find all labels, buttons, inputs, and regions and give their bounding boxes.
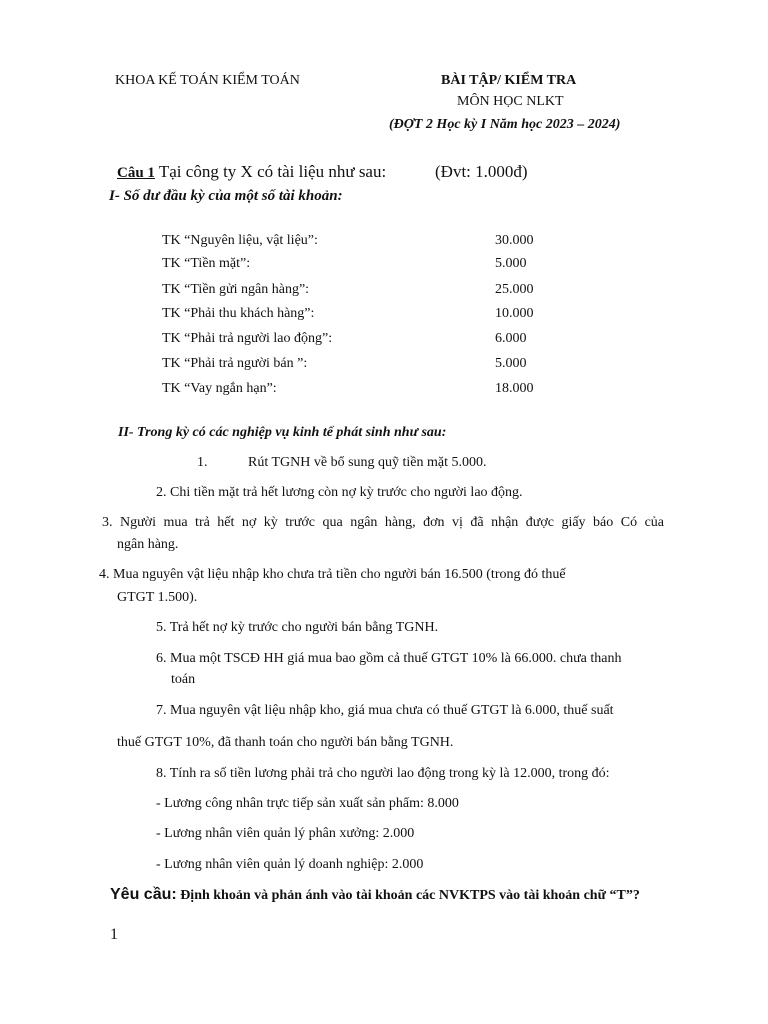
- transaction-text: thuế GTGT 10%, đã thanh toán cho người bán bằng TGNH.: [117, 735, 454, 750]
- account-balance: 18.000: [495, 381, 534, 395]
- transaction-text: ngân hàng.: [117, 537, 179, 552]
- faculty-name: KHOA KẾ TOÁN KIỂM TOÁN: [115, 73, 300, 88]
- transaction-text: 2. Chi tiền mặt trả hết lương còn nợ kỳ trước cho người lao động.: [156, 485, 523, 500]
- account-balance: 5.000: [495, 256, 527, 271]
- transaction-text: GTGT 1.500).: [117, 590, 198, 605]
- transaction-text: 8. Tính ra số tiền lương phải trả cho người lao động trong kỳ là 12.000, trong đó:: [156, 766, 610, 781]
- subject-name: MÔN HỌC NLKT: [457, 94, 564, 109]
- account-name: TK “Tiền mặt”:: [162, 256, 251, 271]
- account-name: TK “Nguyên liệu, vật liệu”:: [162, 233, 318, 248]
- account-balance: 6.000: [495, 331, 527, 346]
- question-label: Câu 1: [117, 165, 155, 181]
- account-name: TK “Tiền gửi ngân hàng”:: [162, 282, 310, 297]
- account-balance: 25.000: [495, 282, 534, 297]
- requirement-text: Định khoản và phản ánh vào tài khoản các NVKTPS vào tài khoản chữ “T”?: [176, 888, 640, 903]
- transaction-number: 1.: [197, 455, 208, 470]
- account-balance: 10.000: [495, 306, 534, 321]
- document-type: BÀI TẬP/ KIỂM TRA: [441, 73, 577, 88]
- question-heading: [117, 162, 386, 182]
- exam-period: (ĐỢT 2 Học kỳ I Năm học 2023 – 2024): [389, 117, 621, 132]
- unit-label: (Đvt: 1.000đ): [435, 162, 528, 181]
- transaction-text: 7. Mua nguyên vật liệu nhập kho, giá mua chưa có thuế GTGT là 6.000, thuế suất: [156, 703, 614, 718]
- account-name: TK “Vay ngắn hạn”:: [162, 381, 277, 395]
- transaction-text: 3. Người mua trả hết nợ kỳ trước qua ngân hàng, đơn vị đã nhận được giấy báo Có của: [102, 515, 664, 530]
- page-number: 1: [110, 926, 118, 943]
- salary-detail: - Lương nhân viên quản lý doanh nghiệp: 2.000: [156, 857, 424, 872]
- account-name: TK “Phải trả người bán ”:: [162, 356, 308, 371]
- account-balance: 5.000: [495, 356, 527, 371]
- requirement-label: Yêu cầu:: [110, 886, 177, 903]
- requirement: [110, 886, 640, 904]
- transaction-text: 6. Mua một TSCĐ HH giá mua bao gồm cả thuế GTGT 10% là 66.000. chưa thanh: [156, 651, 622, 666]
- section2-title: II- Trong kỳ có các nghiệp vụ kinh tế phát sinh như sau:: [118, 425, 447, 440]
- question-intro: Tại công ty X có tài liệu như sau:: [154, 162, 387, 181]
- transaction-text: Rút TGNH về bổ sung quỹ tiền mặt 5.000.: [248, 455, 487, 470]
- account-name: TK “Phải thu khách hàng”:: [162, 306, 315, 321]
- transaction-text: 5. Trả hết nợ kỳ trước cho người bán bằng TGNH.: [156, 620, 439, 635]
- salary-detail: - Lương nhân viên quản lý phân xưởng: 2.000: [156, 826, 415, 841]
- account-name: TK “Phải trả người lao động”:: [162, 331, 333, 346]
- transaction-text: 4. Mua nguyên vật liệu nhập kho chưa trả tiền cho người bán 16.500 (trong đó thuế: [99, 567, 566, 582]
- account-balance: 30.000: [495, 233, 534, 248]
- transaction-text: toán: [171, 672, 196, 687]
- section1-title: I- Số dư đầu kỳ của một số tài khoản:: [109, 188, 343, 204]
- salary-detail: - Lương công nhân trực tiếp sản xuất sản phẩm: 8.000: [156, 796, 459, 811]
